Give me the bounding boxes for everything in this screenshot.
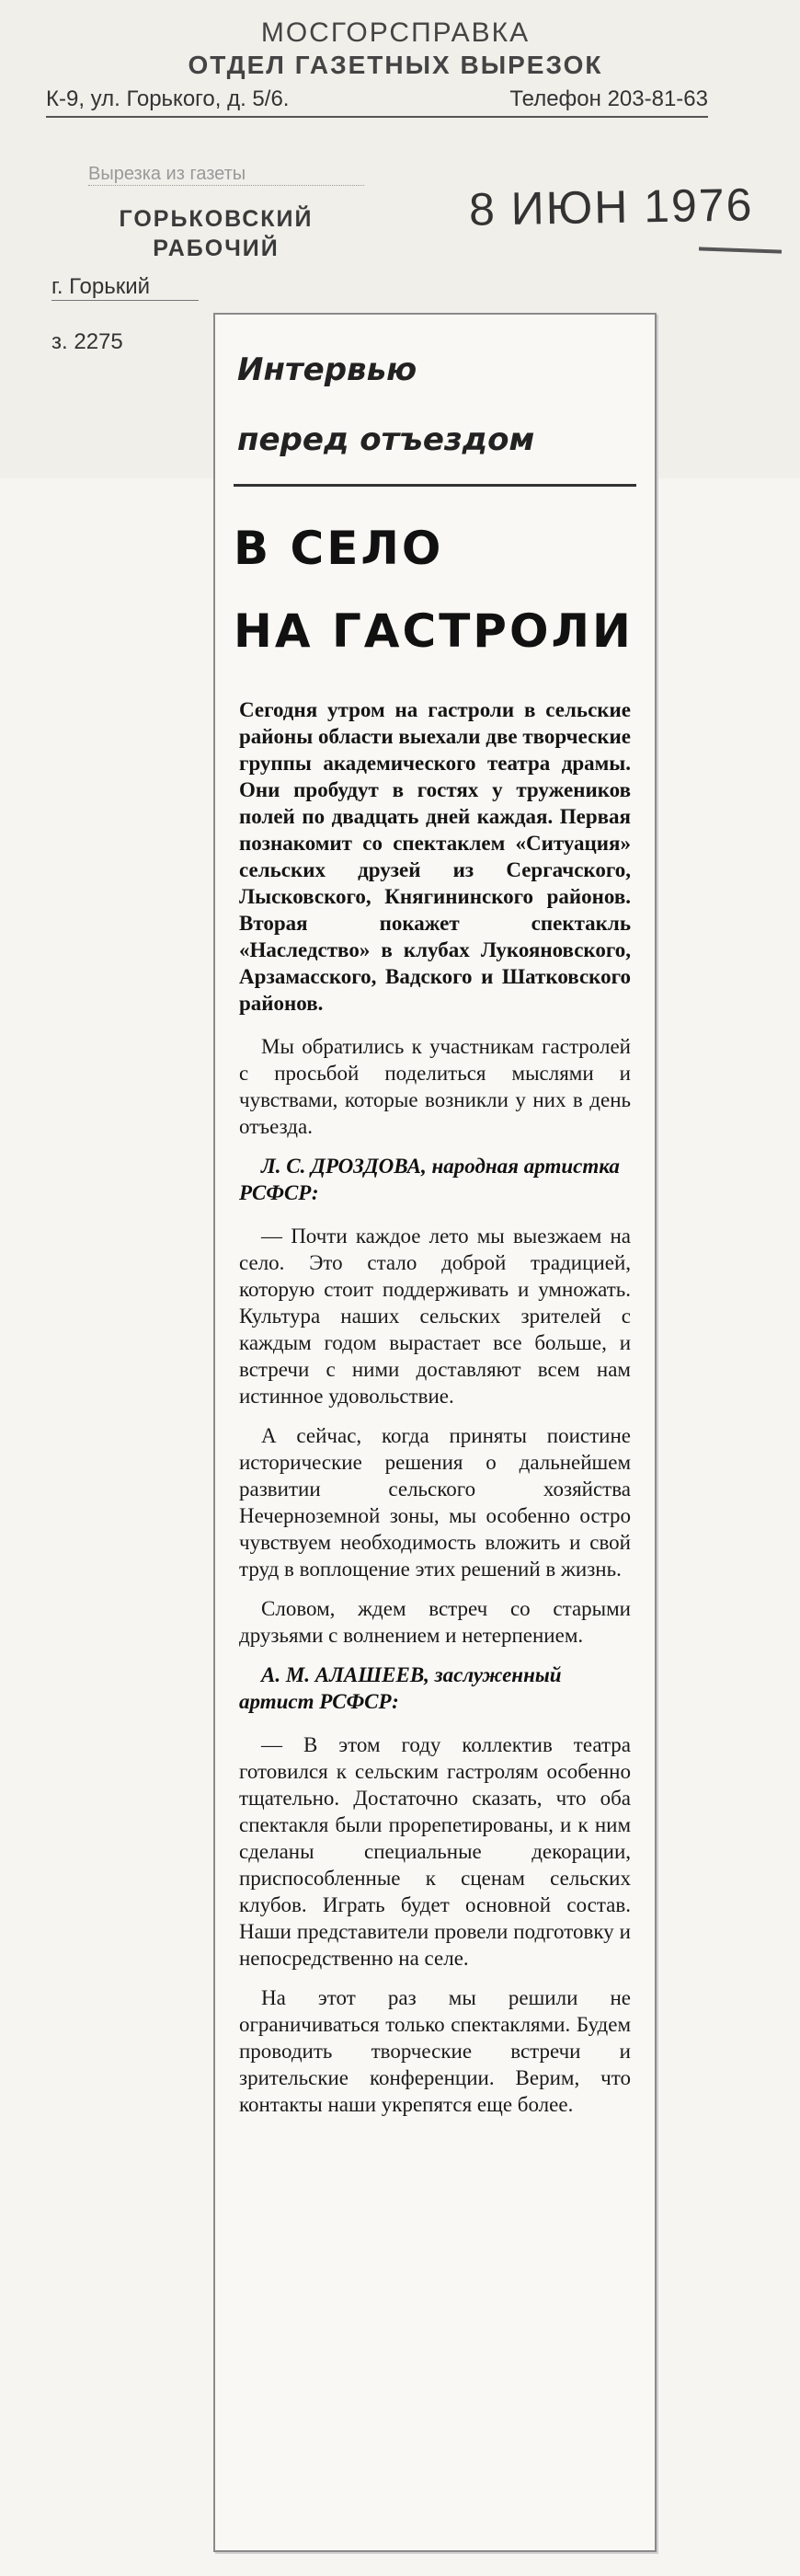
address-row	[46, 86, 708, 118]
address: К-9, ул. Горького, д. 5/6.	[46, 86, 290, 111]
newspaper-clipping	[213, 313, 657, 2552]
lead-paragraph: Сегодня утром на гастроли в сельские районы области выехали две творческие группы академического театра драмы. Они пробудут в гостях у тружеников полей по двадцать дней каждая. Первая познакомит со спектаклем «Ситуация» сельских друзей из Сергачского, Лысковского, Княгининского районов. Вторая покажет спектакль «Наследство» в клубах Лукояновского, Арзамасского, Вадского и Шатковского районов.	[239, 698, 631, 1015]
headline-line-1: В СЕЛО	[234, 522, 444, 575]
date-stamp: 8 ИЮН 1976	[468, 178, 754, 236]
paragraph: На этот раз мы решили не ограничиваться только спектаклями. Будем проводить творческие встречи и зрительские конференции. Верим, что контакты наши укрепятся еще более.	[239, 1986, 631, 2116]
headline	[234, 507, 636, 673]
newspaper-name: ГОРЬКОВСКИЙ РАБОЧИЙ	[119, 206, 314, 261]
rubric-line-1: Интервью	[237, 351, 417, 388]
bureau-block	[55, 17, 736, 81]
bureau-name: МОСГОРСПРАВКА	[260, 17, 531, 48]
phone: Телефон 203-81-63	[509, 86, 708, 111]
paragraph: — В этом году коллектив театра готовился к сельским гастролям особенно тщательно. Достаточно сказать, что оба спектакля были прорепетированы, и к ним сделаны специальные декорации, приспособленные к сценам сельских клубов. Играть будет основной состав. Наши представители провели подготовку и непосредственно на селе.	[239, 1733, 631, 1970]
city: г. Горький	[51, 274, 199, 301]
paragraph: Словом, ждем встреч со старыми друзьями с волнением и нетерпением.	[239, 1597, 631, 1647]
speaker-2-text	[239, 1731, 631, 2118]
rubric-divider	[234, 484, 636, 487]
department-name: ОТДЕЛ ГАЗЕТНЫХ ВЫРЕЗОК	[188, 51, 603, 79]
speaker-1: Л. С. ДРОЗДОВА, народная артистка РСФСР:	[239, 1155, 620, 1204]
intro-paragraph: Мы обратились к участникам гастролей с просьбой поделиться мыслями и чувствами, которые возникли у них в день отъезда.	[239, 1035, 631, 1138]
rubric-line-2: перед отъездом	[237, 421, 535, 458]
rubric	[237, 335, 633, 475]
speaker-2: А. М. АЛАШЕЕВ, заслуженный артист РСФСР:	[239, 1663, 562, 1713]
cut-label: Вырезка из газеты	[88, 164, 364, 186]
paragraph: — Почти каждое лето мы выезжаем на село. Это стало доброй традицией, которую стоит поддерживать и умножать. Культура наших сельских зрителей с каждым годом вырастает все больше, и встречи с ними доставляют всем нам истинное удовольствие.	[239, 1225, 631, 1408]
headline-line-2: НА ГАСТРОЛИ	[234, 604, 634, 658]
order-number: з. 2275	[51, 329, 123, 354]
paragraph: А сейчас, когда приняты поистине исторические решения о дальнейшем развитии сельского хозяйства Нечерноземной зоны, мы особенно остро чувствуем необходимость вложить и свой труд в воплощение этих решений в жизнь.	[239, 1424, 631, 1581]
stamp-underline	[699, 247, 782, 253]
speaker-1-text	[239, 1223, 631, 1649]
